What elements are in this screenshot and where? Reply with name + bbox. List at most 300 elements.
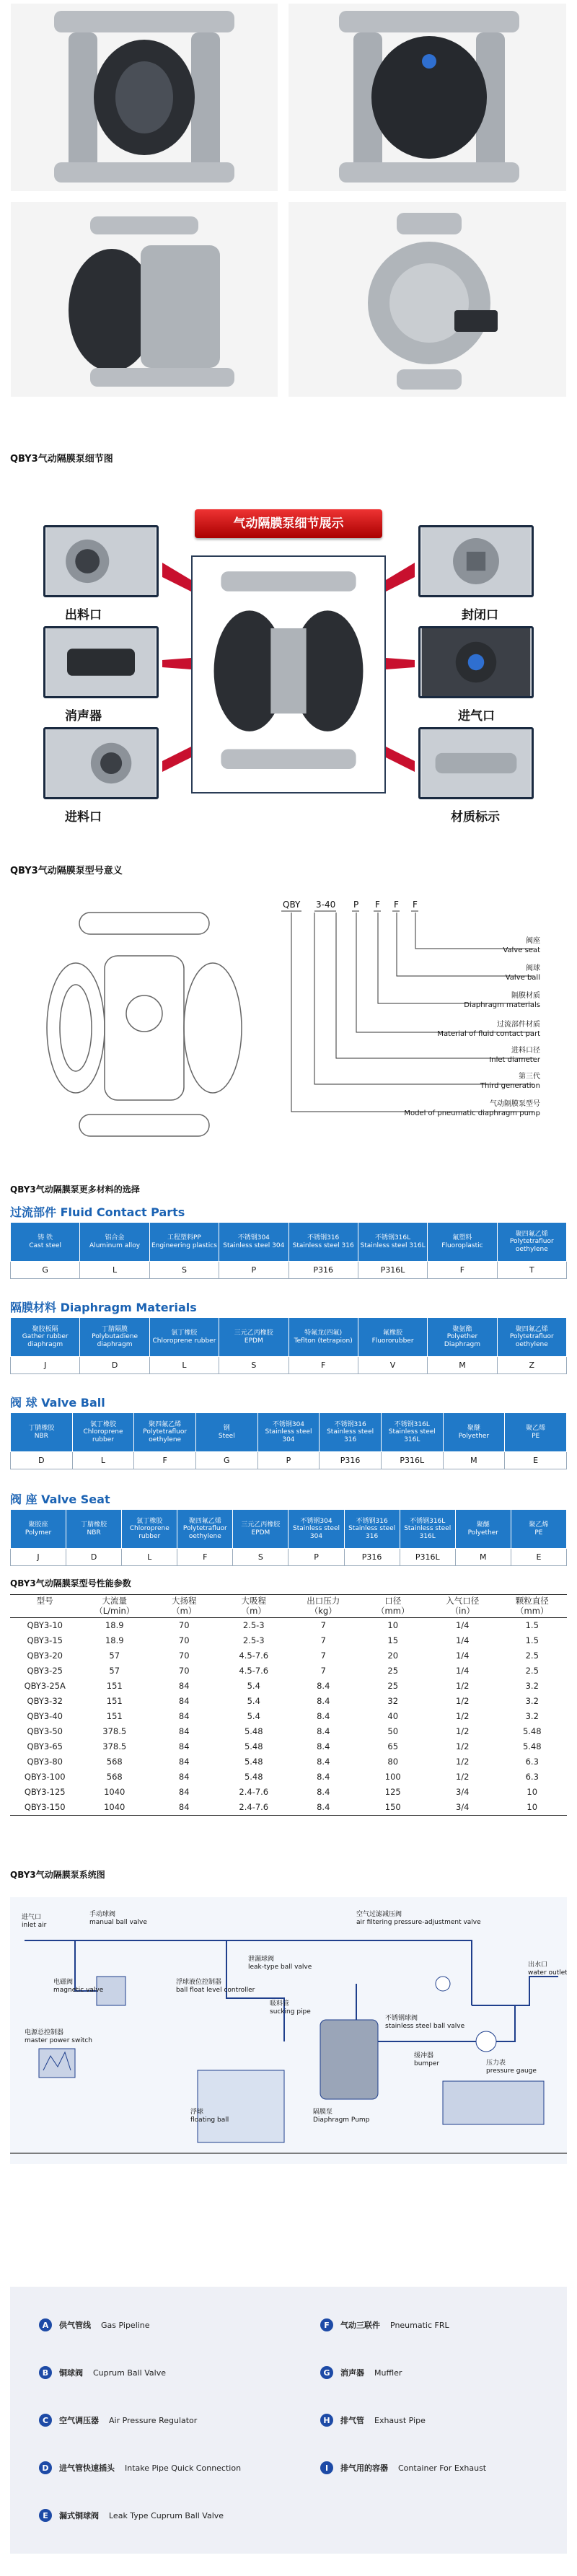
- performance-cell: 2.5: [525, 1665, 539, 1676]
- performance-header-cell: 出口压力 （kg）: [288, 1595, 358, 1618]
- material-header-cell: 不锈钢304 Stainless steel 304: [257, 1413, 320, 1452]
- valve-ball-table: [10, 1412, 567, 1469]
- material-header-cell: 聚四氟乙烯 Polytetrafluor oethylene: [497, 1223, 566, 1262]
- fluid-parts-table: [10, 1222, 567, 1279]
- legend-label-zh: 排气用的容器: [340, 2463, 388, 2473]
- performance-cell: 1.5: [525, 1635, 539, 1645]
- legend-item: [320, 2363, 402, 2382]
- performance-cell: 1/2: [455, 1771, 470, 1782]
- closed-port-thumb: [418, 525, 534, 597]
- legend-key: I: [320, 2461, 333, 2474]
- pump-photo-angle: [288, 4, 566, 191]
- performance-cell: 84: [178, 1771, 190, 1782]
- material-mark-thumb: [418, 727, 534, 799]
- performance-cell: 65: [387, 1741, 399, 1751]
- legend-key: C: [39, 2414, 52, 2427]
- detail-display: [43, 505, 534, 825]
- material-code-cell: J: [11, 1357, 80, 1374]
- material-header-cell: 丁腈橡胶 NBR: [11, 1413, 73, 1452]
- performance-cell: QBY3-65: [27, 1741, 63, 1751]
- legend-label-zh: 消声器: [340, 2368, 364, 2378]
- sys-label-master-switch: 电源总控制器: [25, 2029, 64, 2036]
- performance-cell: 1.5: [525, 1619, 539, 1630]
- material-code-cell: P316: [320, 1452, 382, 1469]
- performance-row: [10, 1739, 567, 1754]
- material-code-cell: G: [11, 1262, 80, 1279]
- performance-cell: 84: [178, 1695, 190, 1706]
- performance-cell: QBY3-15: [27, 1635, 63, 1645]
- performance-cell: 84: [178, 1786, 190, 1797]
- performance-header-cell: 大流量 （L/min）: [80, 1595, 150, 1618]
- performance-cell: QBY3-25A: [24, 1680, 66, 1691]
- legend-label-en: Exhaust Pipe: [374, 2415, 426, 2425]
- detail-banner: 气动隔膜泵细节展示: [195, 509, 382, 538]
- performance-body: [10, 1617, 567, 1815]
- material-code-cell: S: [233, 1549, 288, 1566]
- material-header-cell: 氯丁橡胶 Chloroprene rubber: [72, 1413, 134, 1452]
- material-code-cell: P: [257, 1452, 320, 1469]
- material-code-cell: P316: [288, 1262, 358, 1279]
- center-pump-image: [191, 555, 386, 794]
- fluid-parts-title: 过流部件 Fluid Contact Parts: [10, 1205, 185, 1219]
- performance-cell: 32: [387, 1695, 399, 1706]
- material-code-cell: P316L: [358, 1262, 427, 1279]
- sys-label-diaphragm-pump-en: Diaphragm Pump: [313, 2116, 370, 2124]
- sys-label-air-filter-en: air filtering pressure-adjustment valve: [356, 1919, 481, 1926]
- performance-cell: 1040: [80, 1800, 150, 1816]
- performance-header-cell: 型号: [10, 1595, 80, 1618]
- performance-cell: 151: [106, 1710, 123, 1721]
- legend-label-en: Cuprum Ball Valve: [93, 2368, 166, 2378]
- material-header-cell: 三元乙丙橡胶 EPDM: [233, 1510, 288, 1549]
- valve-ball-title: 阀 球 Valve Ball: [10, 1396, 105, 1410]
- performance-cell: 18.9: [105, 1619, 124, 1630]
- legend-item: [39, 2506, 224, 2525]
- performance-cell: 70: [178, 1619, 190, 1630]
- sys-label-manual-valve: 手动球阀: [89, 1911, 116, 1918]
- material-code-cell: D: [66, 1549, 122, 1566]
- inlet-thumb: [43, 727, 159, 799]
- legend-label-en: Intake Pipe Quick Connection: [125, 2463, 242, 2473]
- performance-cell: 8.4: [317, 1680, 330, 1691]
- detail-caption: QBY3气动隔膜泵细节图: [10, 454, 113, 465]
- material-header-cell: 铸 铁 Cast steel: [11, 1223, 80, 1262]
- material-code-cell: L: [80, 1262, 149, 1279]
- material-header-cell: 聚四氟乙烯 Polytetrafluor oethylene: [497, 1318, 566, 1357]
- diaphragm-table: [10, 1317, 567, 1374]
- performance-cell: 7: [320, 1665, 326, 1676]
- performance-cell: 568: [106, 1756, 123, 1767]
- sys-label-floating-ball: 浮球: [190, 2109, 204, 2116]
- material-code-cell: E: [505, 1452, 567, 1469]
- model-code-size: 3-40: [316, 900, 336, 910]
- material-header-cell: 氯丁橡胶 Chloroprene rubber: [122, 1510, 177, 1549]
- material-header-cell: 不锈钢316 Stainless steel 316: [344, 1510, 400, 1549]
- header-row: [11, 1318, 567, 1357]
- outlet-label: 出料口: [65, 608, 102, 623]
- performance-cell: 70: [178, 1635, 190, 1645]
- material-header-cell: 铝合金 Aluminum alloy: [80, 1223, 149, 1262]
- performance-row: [10, 1663, 567, 1679]
- performance-cell: 8.4: [317, 1771, 330, 1782]
- performance-cell: 151: [106, 1680, 123, 1691]
- sys-label-stainless-valve-en: stainless steel ball valve: [385, 2023, 465, 2030]
- performance-cell: 3/4: [428, 1800, 498, 1816]
- material-code-cell: Z: [497, 1357, 566, 1374]
- performance-cell: 10: [498, 1800, 568, 1816]
- performance-cell: 6.3: [525, 1756, 539, 1767]
- performance-cell: 84: [178, 1710, 190, 1721]
- performance-row: [10, 1754, 567, 1770]
- material-code-cell: S: [219, 1357, 288, 1374]
- code-label-fluid-part: 过流部件材质 Material of fluid contact part: [437, 1021, 540, 1038]
- model-code-diaphragm: F: [375, 900, 380, 910]
- performance-cell: 5.48: [244, 1771, 263, 1782]
- sys-label-floating-ball-en: floating ball: [190, 2116, 229, 2124]
- performance-cell: 84: [178, 1726, 190, 1736]
- material-header-cell: 氟橡胶 Fluororubber: [358, 1318, 427, 1357]
- header-row: [11, 1413, 567, 1452]
- legend-item: [39, 2316, 150, 2334]
- material-header-cell: 聚氨酯 Polyether Diaphragm: [428, 1318, 497, 1357]
- performance-header-row: [10, 1595, 567, 1618]
- sys-label-manual-valve-en: manual ball valve: [89, 1919, 147, 1926]
- legend-key: D: [39, 2461, 52, 2474]
- material-mark-label: 材质标示: [451, 810, 500, 825]
- performance-cell: 10: [387, 1619, 399, 1630]
- performance-cell: 4.5-7.6: [239, 1650, 269, 1661]
- header-row: [11, 1510, 567, 1549]
- performance-cell: 568: [106, 1771, 123, 1782]
- performance-row: [10, 1770, 567, 1785]
- material-header-cell: 不锈钢316L Stainless steel 316L: [358, 1223, 427, 1262]
- performance-cell: 1/4: [455, 1635, 470, 1645]
- legend-label-en: Muffler: [374, 2368, 402, 2378]
- performance-cell: 15: [387, 1635, 399, 1645]
- performance-cell: 1/2: [455, 1726, 470, 1736]
- material-code-cell: D: [11, 1452, 73, 1469]
- material-code-cell: F: [177, 1549, 233, 1566]
- performance-header-cell: 大扬程 （m）: [149, 1595, 219, 1618]
- performance-cell: 5.4: [247, 1695, 260, 1706]
- pump-photo-rear: [288, 202, 566, 397]
- performance-cell: QBY3-150: [10, 1800, 80, 1816]
- material-code-cell: P316L: [381, 1452, 443, 1469]
- performance-cell: 2.4-7.6: [239, 1786, 269, 1797]
- performance-cell: 84: [149, 1800, 219, 1816]
- performance-cell: 8.4: [317, 1786, 330, 1797]
- performance-cell: 2.5-3: [242, 1635, 265, 1645]
- legend-item: [39, 2458, 241, 2477]
- material-code-cell: T: [497, 1262, 566, 1279]
- material-header-cell: 不锈钢304 Stainless steel 304: [219, 1223, 288, 1262]
- material-header-cell: 聚四氟乙烯 Polytetrafluor oethylene: [177, 1510, 233, 1549]
- sys-label-leak-valve: 泄漏球阀: [248, 1956, 275, 1963]
- performance-row: [10, 1694, 567, 1709]
- code-row: [11, 1549, 567, 1566]
- performance-cell: 57: [109, 1665, 120, 1676]
- legend-label-zh: 铜球阀: [59, 2368, 83, 2378]
- code-label-valve-seat: 阀座 Valve seat: [503, 937, 540, 954]
- legend-key: G: [320, 2366, 333, 2379]
- performance-cell: 8.4: [317, 1710, 330, 1721]
- performance-cell: 3.2: [525, 1710, 539, 1721]
- performance-cell: 125: [384, 1786, 401, 1797]
- sys-label-sucking-pipe-en: sucking pipe: [270, 2008, 311, 2015]
- inlet-label: 进料口: [65, 810, 102, 825]
- performance-cell: 57: [109, 1650, 120, 1661]
- performance-cell: 7: [320, 1619, 326, 1630]
- material-code-cell: L: [149, 1357, 219, 1374]
- performance-cell: 378.5: [102, 1726, 127, 1736]
- legend-item: [320, 2411, 426, 2430]
- material-header-cell: 聚四氟乙烯 Polytetrafluor oethylene: [134, 1413, 196, 1452]
- performance-cell: 4.5-7.6: [239, 1665, 269, 1676]
- model-code-series: QBY: [283, 900, 301, 910]
- performance-cell: 2.5-3: [242, 1619, 265, 1630]
- performance-cell: 1/2: [455, 1680, 470, 1691]
- performance-cell: 1/4: [455, 1665, 470, 1676]
- code-label-generation: 第三代 Third generation: [480, 1073, 540, 1090]
- performance-cell: 20: [387, 1650, 399, 1661]
- performance-cell: 2.4-7.6: [219, 1800, 289, 1816]
- performance-row: [10, 1648, 567, 1663]
- material-header-cell: 聚醚 Polyether: [455, 1510, 511, 1549]
- performance-cell: QBY3-40: [27, 1710, 63, 1721]
- performance-cell: 100: [384, 1771, 401, 1782]
- sys-label-diaphragm-pump: 隔膜泵: [313, 2109, 333, 2116]
- performance-cell: QBY3-125: [24, 1786, 66, 1797]
- material-header-cell: 氟塑料 Fluoroplastic: [428, 1223, 497, 1262]
- performance-cell: 2.5: [525, 1650, 539, 1661]
- air-inlet-thumb: [418, 626, 534, 698]
- performance-cell: QBY3-20: [27, 1650, 63, 1661]
- material-code-cell: P316: [344, 1549, 400, 1566]
- performance-cell: 5.48: [522, 1741, 542, 1751]
- legend-key: H: [320, 2414, 333, 2427]
- performance-row: [10, 1800, 567, 1816]
- model-code-diagram: [274, 898, 566, 1143]
- material-code-cell: F: [288, 1357, 358, 1374]
- material-header-cell: 聚乙烯 PE: [511, 1510, 566, 1549]
- performance-cell: 1/2: [455, 1695, 470, 1706]
- system-caption: QBY3气动隔膜泵系统图: [10, 1870, 105, 1880]
- performance-header-cell: 口径 （mm）: [358, 1595, 428, 1618]
- material-header-cell: 聚胶板隔 Gather rubber diaphragm: [11, 1318, 80, 1357]
- performance-cell: 5.4: [247, 1680, 260, 1691]
- performance-cell: QBY3-25: [27, 1665, 63, 1676]
- performance-cell: 3/4: [455, 1786, 470, 1797]
- performance-cell: 5.48: [522, 1726, 542, 1736]
- material-header-cell: 不锈钢316L Stainless steel 316L: [381, 1413, 443, 1452]
- performance-row: [10, 1679, 567, 1694]
- material-header-cell: 丁腈隔膜 Polybutadiene diaphragm: [80, 1318, 149, 1357]
- performance-cell: 3.2: [525, 1680, 539, 1691]
- valve-seat-table: [10, 1509, 567, 1566]
- sys-label-inlet-air: 进气口: [22, 1914, 42, 1921]
- legend-label-en: Leak Type Cuprum Ball Valve: [109, 2510, 224, 2520]
- material-code-cell: L: [72, 1452, 134, 1469]
- material-code-cell: F: [428, 1262, 497, 1279]
- performance-cell: 1/2: [455, 1756, 470, 1767]
- performance-cell: 8.4: [317, 1741, 330, 1751]
- performance-cell: 1/2: [455, 1741, 470, 1751]
- performance-cell: 84: [178, 1741, 190, 1751]
- material-header-cell: 三元乙丙橡胶 EPDM: [219, 1318, 288, 1357]
- performance-row: [10, 1785, 567, 1800]
- material-header-cell: 丁腈橡胶 NBR: [66, 1510, 122, 1549]
- performance-cell: 80: [387, 1756, 399, 1767]
- material-header-cell: 工程塑料PP Engineering plastics: [149, 1223, 219, 1262]
- performance-row: [10, 1724, 567, 1739]
- performance-row: [10, 1709, 567, 1724]
- performance-header-cell: 入气口径 （in）: [428, 1595, 498, 1618]
- performance-cell: 10: [527, 1786, 538, 1797]
- legend-key: B: [39, 2366, 52, 2379]
- pump-line-drawing: [25, 898, 263, 1143]
- code-label-valve-ball: 阀球 Valve ball: [505, 964, 540, 982]
- muffler-thumb: [43, 626, 159, 698]
- sys-label-stainless-valve: 不锈钢球阀: [385, 2015, 418, 2022]
- performance-cell: 5.4: [247, 1710, 260, 1721]
- header-row: [11, 1223, 567, 1262]
- performance-cell: 378.5: [102, 1741, 127, 1751]
- pump-photo-side: [11, 202, 278, 397]
- performance-cell: 8.4: [317, 1726, 330, 1736]
- sys-label-outlet: 出水口: [528, 1961, 548, 1969]
- performance-cell: 50: [387, 1726, 399, 1736]
- legend-item: [320, 2316, 449, 2334]
- performance-cell: 18.9: [105, 1635, 124, 1645]
- model-code-seat: F: [413, 900, 418, 910]
- code-label-diaphragm: 隔膜材质 Diaphragm materials: [464, 992, 540, 1009]
- muffler-label: 消声器: [65, 709, 102, 724]
- material-code-cell: M: [443, 1452, 505, 1469]
- sys-label-sucking-pipe: 吸料管: [270, 2000, 290, 2008]
- legend-key: F: [320, 2318, 333, 2331]
- performance-cell: 70: [178, 1665, 190, 1676]
- performance-cell: 40: [387, 1710, 399, 1721]
- sys-label-air-filter: 空气过滤减压阀: [356, 1911, 402, 1918]
- performance-cell: 25: [387, 1665, 399, 1676]
- code-row: [11, 1452, 567, 1469]
- performance-cell: 84: [178, 1756, 190, 1767]
- code-label-inlet: 进料口径 Inlet diameter: [489, 1047, 540, 1064]
- material-header-cell: 聚胶座 Polymer: [11, 1510, 66, 1549]
- performance-header-cell: 颗粒直径 （mm）: [498, 1595, 568, 1618]
- performance-cell: 150: [358, 1800, 428, 1816]
- legend-item: [39, 2363, 166, 2382]
- performance-cell: 8.4: [288, 1800, 358, 1816]
- performance-cell: QBY3-10: [27, 1619, 63, 1630]
- material-code-cell: P: [288, 1549, 344, 1566]
- performance-cell: QBY3-100: [24, 1771, 66, 1782]
- material-code-cell: E: [511, 1549, 566, 1566]
- code-row: [11, 1262, 567, 1279]
- legend-label-zh: 气动三联件: [340, 2321, 380, 2330]
- material-header-cell: 不锈钢316 Stainless steel 316: [320, 1413, 382, 1452]
- material-header-cell: 聚乙烯 PE: [505, 1413, 567, 1452]
- performance-caption: QBY3气动隔膜泵型号性能参数: [10, 1578, 131, 1588]
- performance-cell: 5.48: [244, 1741, 263, 1751]
- diaphragm-title: 隔膜材料 Diaphragm Materials: [10, 1301, 197, 1314]
- material-header-cell: 不锈钢316L Stainless steel 316L: [400, 1510, 455, 1549]
- material-code-cell: S: [149, 1262, 219, 1279]
- sys-label-solenoid: 电磁阀: [53, 1979, 74, 1986]
- performance-row: [10, 1633, 567, 1648]
- performance-cell: 7: [320, 1650, 326, 1661]
- system-diagram: [10, 1897, 567, 2164]
- material-header-cell: 氯丁橡胶 Chloroprene rubber: [149, 1318, 219, 1357]
- material-code-cell: L: [122, 1549, 177, 1566]
- material-header-cell: 钢 Steel: [195, 1413, 257, 1452]
- legend-key: A: [39, 2318, 52, 2331]
- material-code-cell: P316L: [400, 1549, 455, 1566]
- legend-label-zh: 漏式铜球阀: [59, 2511, 99, 2520]
- performance-cell: 8.4: [317, 1756, 330, 1767]
- material-code-cell: M: [455, 1549, 511, 1566]
- performance-header-cell: 大吸程 （m）: [219, 1595, 289, 1618]
- sys-label-bumper-en: bumper: [414, 2060, 440, 2067]
- sys-label-level-ctrl: 浮球液位控制器: [176, 1979, 222, 1986]
- performance-cell: 3.2: [525, 1695, 539, 1706]
- legend-label-en: Pneumatic FRL: [390, 2320, 449, 2330]
- legend-label-en: Gas Pipeline: [101, 2320, 150, 2330]
- material-header-cell: 不锈钢316 Stainless steel 316: [288, 1223, 358, 1262]
- closed-port-label: 封闭口: [462, 608, 498, 623]
- system-legend: [10, 2287, 567, 2554]
- performance-table: [10, 1594, 567, 1816]
- legend-label-en: Container For Exhaust: [398, 2463, 487, 2473]
- material-code-cell: M: [428, 1357, 497, 1374]
- materials-caption: QBY3气动隔膜泵更多材料的选择: [10, 1184, 140, 1195]
- sys-label-solenoid-en: magnetic valve: [53, 1987, 104, 1994]
- sys-label-inlet-air-en: inlet air: [22, 1922, 47, 1929]
- performance-cell: QBY3-80: [27, 1756, 63, 1767]
- performance-cell: 7: [320, 1635, 326, 1645]
- legend-label-zh: 供气管线: [59, 2321, 91, 2330]
- legend-item: [320, 2458, 486, 2477]
- material-code-cell: G: [195, 1452, 257, 1469]
- legend-item: [39, 2411, 197, 2430]
- performance-cell: 1/2: [455, 1710, 470, 1721]
- material-code-cell: D: [80, 1357, 149, 1374]
- sys-label-bumper: 缓冲器: [414, 2052, 434, 2060]
- performance-cell: QBY3-32: [27, 1695, 63, 1706]
- material-header-cell: 特氟龙(四氟) Teflton (tetrapion): [288, 1318, 358, 1357]
- sys-label-pressure-gauge: 压力表: [486, 2060, 506, 2067]
- legend-label-zh: 空气调压器: [59, 2416, 99, 2425]
- model-code-body: P: [353, 900, 359, 910]
- model-code-ball: F: [394, 900, 399, 910]
- air-inlet-label: 进气口: [458, 709, 495, 724]
- legend-label-zh: 排气管: [340, 2416, 364, 2425]
- legend-label-zh: 进气管快速插头: [59, 2463, 115, 2473]
- sys-label-master-switch-en: master power switch: [25, 2037, 93, 2044]
- sys-label-outlet-en: water outlet: [528, 1969, 567, 1977]
- material-code-cell: J: [11, 1549, 66, 1566]
- outlet-thumb: [43, 525, 159, 597]
- performance-cell: 5.48: [244, 1756, 263, 1767]
- performance-cell: 5.48: [244, 1726, 263, 1736]
- performance-cell: 25: [387, 1680, 399, 1691]
- material-code-cell: V: [358, 1357, 427, 1374]
- pump-photo-front: [11, 4, 278, 191]
- code-label-model: 气动隔膜泵型号 Model of pneumatic diaphragm pump: [404, 1100, 540, 1117]
- sys-label-pressure-gauge-en: pressure gauge: [486, 2067, 537, 2075]
- performance-cell: 70: [178, 1650, 190, 1661]
- material-header-cell: 不锈钢304 Stainless steel 304: [288, 1510, 344, 1549]
